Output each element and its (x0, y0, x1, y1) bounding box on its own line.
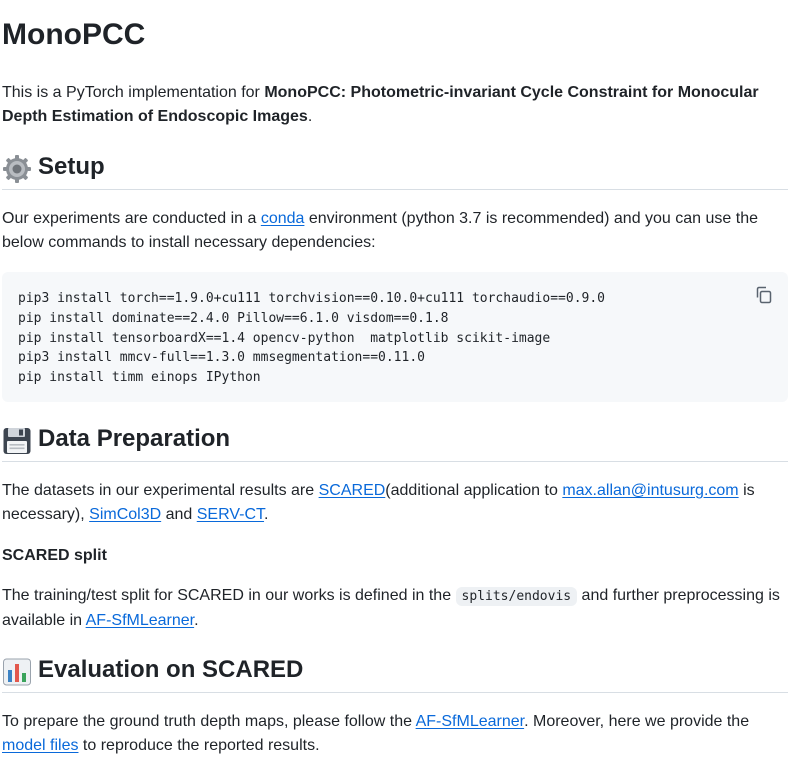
install-code-block (2, 272, 788, 402)
email-link[interactable]: max.allan@intusurg.com (562, 482, 739, 499)
code-line: pip3 install mmcv-full==1.3.0 mmsegmentation==0.11.0 (18, 350, 425, 366)
code-line: pip install dominate==2.4.0 Pillow==6.1.0 visdom==0.1.8 (18, 310, 449, 326)
setup-paragraph: Our experiments are conducted in a conda environment (python 3.7 is recommended) and you can use the below commands to install necessary dependencies: (2, 210, 758, 251)
simcol3d-link[interactable]: SimCol3D (89, 506, 162, 523)
model-files-link[interactable]: model files (2, 737, 79, 754)
intro-paragraph: This is a PyTorch implementation for MonoPCC: Photometric-invariant Cycle Constraint for Monocular Depth Estimation of Endoscopic Images. (2, 84, 759, 125)
datasets-paragraph: The datasets in our experimental results are SCARED(additional application to max.allan@intusurg.com is necessary), SimCol3D and SERV-CT. (2, 482, 755, 523)
copy-icon[interactable] (754, 285, 774, 305)
code-line: pip install timm einops IPython (18, 370, 261, 386)
evaluation-paragraph: To prepare the ground truth depth maps, please follow the AF-SfMLearner. Moreover, here we provide the model files to reproduce the reported results. (2, 713, 750, 754)
page-title: MonoPCC (2, 18, 146, 51)
floppy-disk-icon (2, 426, 32, 456)
section-evaluation-heading (2, 653, 788, 693)
serv-ct-link[interactable]: SERV-CT (196, 506, 265, 523)
split-path-code: splits/endovis (456, 587, 578, 606)
section-title: Data Preparation (38, 425, 231, 452)
section-title: Evaluation on SCARED (38, 656, 304, 683)
section-title: Setup (38, 153, 105, 180)
bar-chart-icon (2, 657, 32, 687)
conda-link[interactable]: conda (260, 210, 305, 227)
af-sfmlearner-link[interactable]: AF-SfMLearner (85, 612, 195, 629)
af-sfmlearner-link[interactable]: AF-SfMLearner (415, 713, 525, 730)
split-paragraph: The training/test split for SCARED in our works is defined in the splits/endovis and further preprocessing is available in AF-SfMLearner. (2, 587, 780, 629)
code-lines (18, 289, 605, 388)
code-line: pip install tensorboardX==1.4 opencv-python matplotlib scikit-image (18, 330, 551, 346)
section-data-preparation-heading (2, 422, 788, 462)
gear-icon (2, 154, 32, 184)
code-line: pip3 install torch==1.9.0+cu111 torchvision==0.10.0+cu111 torchaudio==0.9.0 (18, 291, 605, 306)
section-setup-heading (2, 150, 788, 190)
scared-split-heading: SCARED split (2, 547, 107, 564)
scared-link[interactable]: SCARED (318, 482, 386, 499)
paper-title: MonoPCC: Photometric-invariant Cycle Constraint for Monocular Depth Estimation of Endoscopic Images (2, 84, 759, 125)
